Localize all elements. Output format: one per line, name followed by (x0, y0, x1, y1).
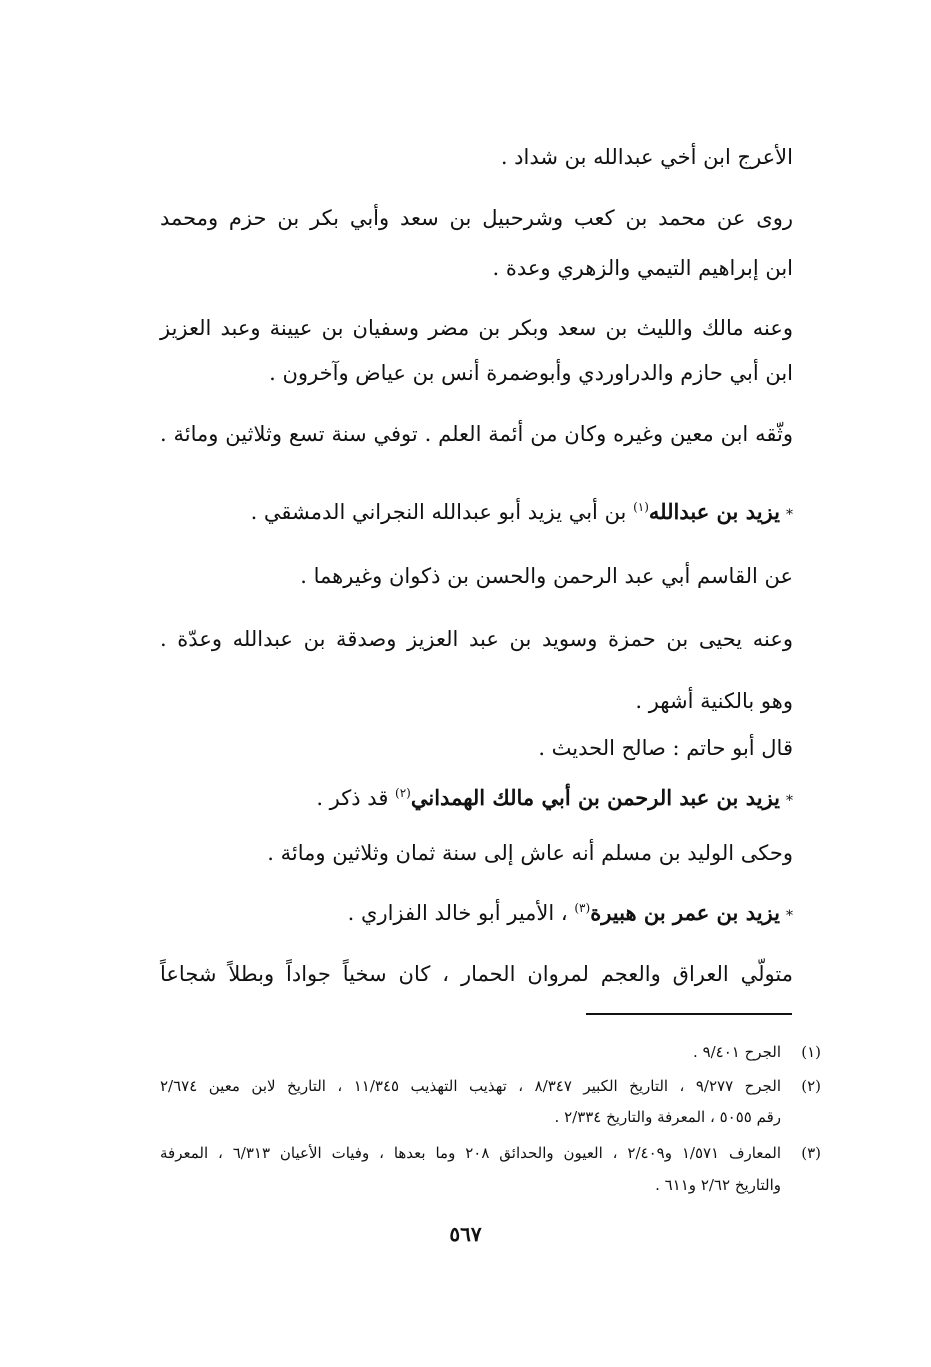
text-line: وحكى الوليد بن مسلم أنه عاش إلى سنة ثمان وثلاثين ومائة . (267, 841, 793, 865)
entry-star-marker: * (786, 793, 793, 809)
text-line: الأعرج ابن أخي عبدالله بن شداد . (500, 145, 793, 169)
text-line: وهو بالكنية أشهر . (635, 689, 793, 713)
entry-rest: قد ذكر . (316, 786, 396, 810)
footnote-text: الجرح ٩/٢٧٧ ، التاريخ الكبير ٨/٣٤٧ ، تهذيب التهذيب ١١/٣٤٥ ، التاريخ لابن معين ٢/٦٧٤ (160, 1077, 781, 1095)
entry-star-marker: * (786, 908, 793, 924)
footnote-separator (586, 1013, 792, 1015)
text-line: ابن إبراهيم التيمي والزهري وعدة . (492, 256, 793, 280)
entry-heading (316, 783, 793, 816)
text-line: وعنه يحيى بن حمزة وسويد بن عبد العزيز وصدقة بن عبدالله وعدّة . (160, 627, 793, 651)
text-line: روى عن محمد بن كعب وشرحبيل بن سعد وأبي بكر بن حزم ومحمد (160, 206, 793, 230)
entry-heading (251, 497, 793, 530)
footnote-ref: (٢) (395, 786, 411, 800)
page-number: ٥٦٧ (449, 1222, 482, 1246)
footnote-number: (٢) (801, 1077, 821, 1095)
text-line: عن القاسم أبي عبد الرحمن والحسن بن ذكوان وغيرهما . (300, 564, 793, 588)
text-line: متولّي العراق والعجم لمروان الحمار ، كان سخياً جواداً وبطلاً شجاعاً (160, 962, 793, 986)
text-line: ابن أبي حازم والدراوردي وأبوضمرة أنس بن عياض وآخرون . (269, 361, 793, 385)
entry-name: يزيد بن عمر بن هبيرة (590, 900, 780, 925)
entry-rest: ، الأمير أبو خالد الفزاري . (347, 901, 575, 925)
text-line: وثّقه ابن معين وغيره وكان من أئمة العلم . توفي سنة تسع وثلاثين ومائة . (160, 422, 793, 446)
footnote-ref: (٣) (574, 901, 591, 915)
footnote-ref: (١) (633, 500, 649, 514)
footnote-text: والتاريخ ٢/٦٢ و٦١١ . (655, 1176, 781, 1194)
footnote-text: المعارف ١/٥٧١ و٢/٤٠٩ ، العيون والحدائق ٢٠٨ وما بعدها ، وفيات الأعيان ٦/٣١٣ ، المعرفة (160, 1144, 782, 1162)
text-line: وعنه مالك والليث بن سعد وبكر بن مضر وسفيان بن عيينة وعبد العزيز (160, 316, 793, 340)
footnote-text: الجرح ٩/٤٠١ . (693, 1043, 781, 1061)
footnote-number: (١) (801, 1043, 821, 1061)
footnote-number: (٣) (801, 1144, 821, 1162)
entry-name: يزيد بن عبدالله (648, 499, 780, 524)
entry-name: يزيد بن عبد الرحمن بن أبي مالك الهمداني (410, 785, 780, 810)
entry-rest: بن أبي يزيد أبو عبدالله النجراني الدمشقي . (250, 500, 634, 524)
text-line: قال أبو حاتم : صالح الحديث . (538, 736, 793, 760)
footnote-text: رقم ٥٠٥٥ ، المعرفة والتاريخ ٢/٣٣٤ . (554, 1108, 781, 1126)
entry-star-marker: * (786, 507, 793, 523)
entry-heading (348, 898, 793, 931)
